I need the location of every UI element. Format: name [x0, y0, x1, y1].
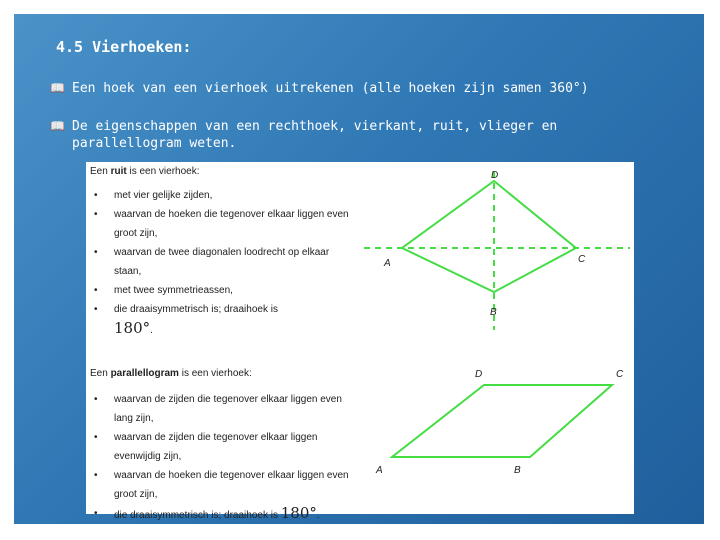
angle-suffix: .: [316, 510, 320, 521]
heading-text: is een vierhoek:: [178, 368, 252, 379]
angle-suffix: .: [150, 325, 153, 336]
book-icon: 📖: [50, 81, 65, 95]
vertex-label-c: C: [578, 254, 586, 265]
bullet-text: Een hoek van een vierhoek uitrekenen (alle hoeken zijn samen 360°): [72, 81, 589, 96]
slide-title: 4.5 Vierhoeken:: [56, 38, 192, 56]
list-item: • waarvan de hoeken die tegenover elkaar liggen even groot zijn,: [90, 466, 349, 504]
vertex-label-b: B: [490, 307, 497, 318]
vertex-label-a: A: [384, 258, 391, 269]
list-item: [90, 300, 349, 340]
book-icon: 📖: [50, 119, 65, 133]
parallelogram-shape: [392, 385, 612, 457]
heading-text: is een vierhoek:: [126, 166, 200, 177]
rhombus-shape: [402, 181, 576, 292]
vertex-label-d: D: [475, 369, 483, 380]
parallelogram-properties: [90, 390, 374, 524]
vertex-label-a: A: [376, 465, 383, 476]
list-item: [90, 504, 374, 524]
parallelogram-heading: [90, 368, 252, 379]
item-text: die draaisymmetrisch is; draaihoek is: [114, 304, 278, 315]
heading-bold: parallellogram: [110, 368, 179, 379]
list-item: • waarvan de hoeken die tegenover elkaar liggen even groot zijn,: [90, 205, 349, 243]
list-item: • waarvan de zijden die tegenover elkaar liggen even lang zijn,: [90, 390, 349, 428]
bullet-item: [50, 80, 670, 97]
parallelogram-figure: [356, 360, 634, 480]
rhombus-properties: [90, 186, 349, 340]
angle-value: 180°: [114, 319, 151, 337]
figure-panel: [86, 162, 634, 522]
heading-text: Een: [90, 368, 111, 379]
item-text: die draaisymmetrisch is; draaihoek is: [114, 510, 278, 521]
rhombus-heading: [90, 166, 200, 177]
list-item: • waarvan de twee diagonalen loodrecht op elkaar staan,: [90, 243, 349, 281]
angle-value: 180°: [280, 504, 317, 522]
list-item: • met twee symmetrieassen,: [90, 281, 349, 300]
slide: [14, 14, 704, 524]
list-item: • waarvan de zijden die tegenover elkaar liggen evenwijdig zijn,: [90, 428, 349, 466]
heading-bold: ruit: [110, 166, 127, 177]
list-item: • met vier gelijke zijden,: [90, 186, 349, 205]
vertex-label-b: B: [514, 465, 521, 476]
bullet-text: De eigenschappen van een rechthoek, vierkant, ruit, vlieger en parallellogram weten.: [72, 119, 558, 151]
bullet-item: [50, 118, 670, 152]
heading-text: Een: [90, 166, 111, 177]
rhombus-figure: [356, 162, 634, 337]
vertex-label-c: C: [616, 369, 624, 380]
vertex-label-d: D: [491, 170, 499, 181]
